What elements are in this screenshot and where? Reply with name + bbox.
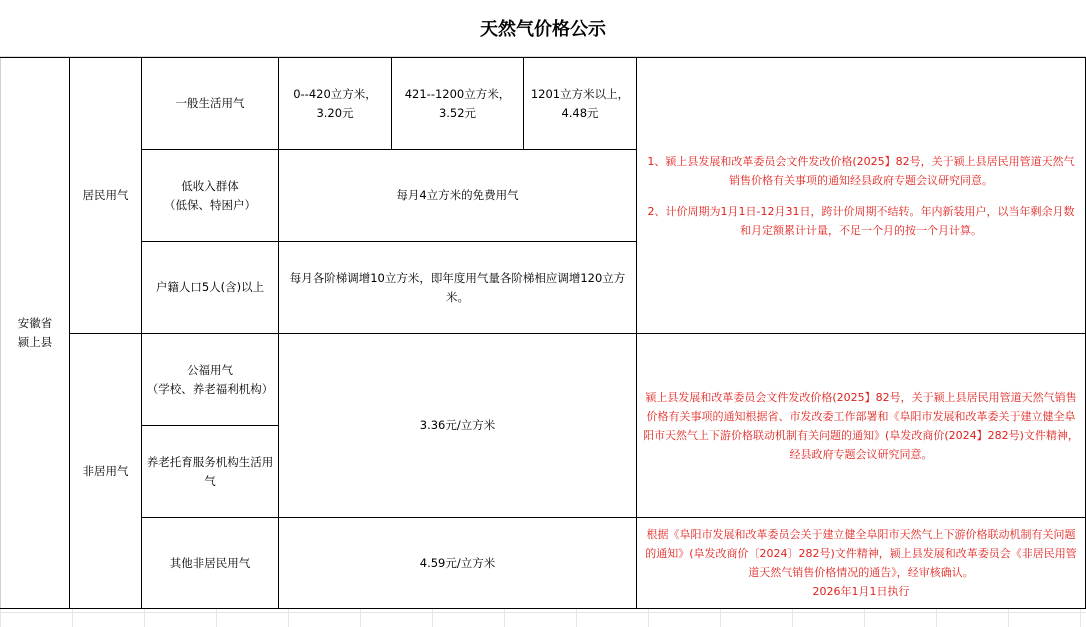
other-non-residential-label: 其他非居民用气 — [142, 518, 279, 609]
tier-2-range: 421--1200立方米， — [404, 86, 511, 101]
effective-date: 2026年1月1日执行 — [812, 585, 910, 598]
shared-price: 3.36元/立方米 — [279, 334, 637, 518]
table-row — [1, 334, 1086, 426]
public-welfare-label-line2: （学校、养老福利机构） — [146, 381, 274, 396]
general-use-label: 一般生活用气 — [142, 58, 279, 150]
low-income-value: 每月4立方米的免费用气 — [279, 150, 637, 242]
household-label: 户籍人口5人(含)以上 — [142, 242, 279, 334]
table-row — [1, 518, 1086, 609]
gas-price-table — [0, 57, 1086, 609]
tier-3-range: 1201立方米以上， — [530, 86, 630, 101]
other-note: 根据《阜阳市发展和改革委员会关于建立健全阜阳市天然气上下游价格联动机制有关问题的通知》(阜发改商价〔2024〕282号)文件精神，颍上县发展和改革委员会《非居民用管道天然气销售价格情况的通告》，经审核确认。 — [645, 528, 1077, 579]
tier-2-price: 3.52元 — [438, 105, 477, 120]
table-row — [1, 58, 1086, 150]
tier-1-cell — [279, 58, 392, 150]
other-non-residential-price: 4.59元/立方米 — [279, 518, 637, 609]
residential-category: 居民用气 — [70, 58, 142, 334]
household-value: 每月各阶梯调增10立方米，即年度用气量各阶梯相应调增120立方米。 — [279, 242, 637, 334]
region-county: 颍上县 — [17, 335, 53, 349]
tier-3-price: 4.48元 — [561, 105, 599, 120]
residential-note-1: 1、颍上县发展和改革委员会文件发改价格(2025】82号，关于颍上县居民用管道天然气销售价格有关事项的通知经县政府专题会议研究同意。 — [647, 154, 1075, 187]
price-table-wrapper — [0, 57, 1086, 609]
residential-note-2: 2、计价周期为1月1日-12月31日，跨计价周期不结转。年内新装用户，以当年剩余月数和月定额累计计量，不足一个月的按一个月计算。 — [647, 204, 1075, 237]
residential-notes — [637, 58, 1086, 334]
public-welfare-label — [142, 334, 279, 426]
public-welfare-label-line1: 公福用气 — [187, 362, 233, 377]
tier-1-range: 0--420立方米， — [293, 86, 377, 101]
low-income-label-line2: （低保、特困户） — [164, 197, 256, 212]
page-title: 天然气价格公示 — [0, 0, 1086, 57]
low-income-label-line1: 低收入群体 — [181, 178, 239, 193]
low-income-label — [142, 150, 279, 242]
shared-note: 颍上县发展和改革委员会文件发改价格(2025】82号，关于颍上县居民用管道天然气销售价格有关事项的通知根据省、市发改委工作部署和《阜阳市发展和改革委关于建立健全阜阳市天然气上下游价格联动机制有关问题的通知》(阜发改商价(2024】282号)文件精神，经县政府专题会议研究同意。 — [637, 334, 1086, 518]
tier-2-cell — [392, 58, 524, 150]
tier-1-price: 3.20元 — [316, 105, 354, 120]
region-cell — [1, 58, 70, 609]
elderly-care-label: 养老托育服务机构生活用气 — [142, 426, 279, 518]
region-province: 安徽省 — [17, 316, 53, 330]
other-non-residential-note-cell — [637, 518, 1086, 609]
tier-3-cell — [524, 58, 637, 150]
non-residential-category: 非居用气 — [70, 334, 142, 609]
